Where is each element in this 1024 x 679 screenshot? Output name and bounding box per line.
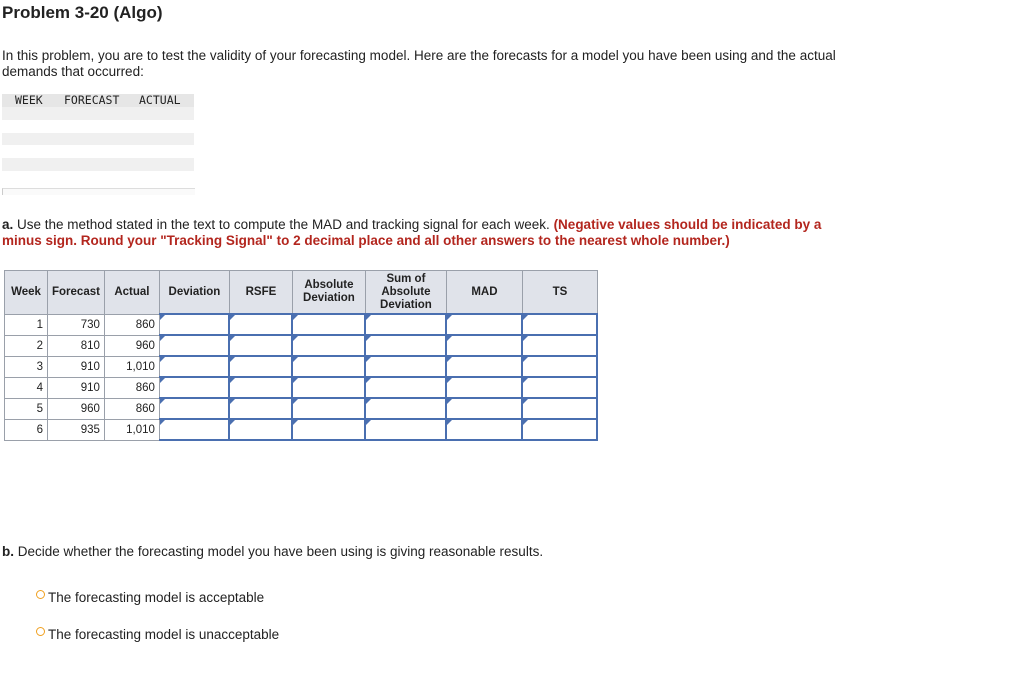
sum-abs-deviation-input[interactable] (366, 421, 445, 439)
cell-actual: 860 (104, 314, 159, 335)
cell-abs-deviation[interactable] (292, 377, 365, 398)
ts-input[interactable] (523, 421, 596, 439)
cell-ts[interactable] (522, 314, 597, 335)
input-flag-icon (160, 336, 165, 341)
input-flag-icon (160, 420, 165, 425)
col-ts-header: TS (522, 271, 597, 315)
cell-abs-deviation[interactable] (292, 398, 365, 419)
cell-ts[interactable] (522, 356, 597, 377)
rsfe-input[interactable] (230, 337, 291, 355)
given-row-shade (2, 107, 194, 120)
sum-abs-deviation-input[interactable] (366, 379, 445, 397)
input-flag-icon (230, 315, 235, 320)
cell-sum-abs-deviation[interactable] (365, 419, 446, 440)
cell-sum-abs-deviation[interactable] (365, 377, 446, 398)
cell-ts[interactable] (522, 419, 597, 440)
cell-week: 1 (5, 314, 48, 335)
given-row-shade (2, 158, 194, 171)
rsfe-input[interactable] (230, 400, 291, 418)
cell-week: 6 (5, 419, 48, 440)
cell-deviation[interactable] (159, 419, 229, 440)
cell-abs-deviation[interactable] (292, 356, 365, 377)
deviation-input[interactable] (160, 316, 229, 334)
input-flag-icon (523, 378, 528, 383)
mad-input[interactable] (447, 400, 521, 418)
rsfe-input[interactable] (230, 421, 291, 439)
part-b-label: b. (2, 544, 14, 559)
option-acceptable[interactable] (36, 590, 264, 605)
cell-rsfe[interactable] (229, 398, 292, 419)
input-flag-icon (523, 357, 528, 362)
abs-deviation-input[interactable] (293, 400, 364, 418)
input-flag-icon (366, 357, 371, 362)
cell-rsfe[interactable] (229, 356, 292, 377)
cell-abs-deviation[interactable] (292, 335, 365, 356)
input-flag-icon (293, 378, 298, 383)
input-flag-icon (447, 336, 452, 341)
cell-actual: 860 (104, 398, 159, 419)
table-row (5, 314, 598, 335)
cell-forecast: 730 (48, 314, 105, 335)
input-flag-icon (366, 315, 371, 320)
ts-input[interactable] (523, 379, 596, 397)
col-actual-header: Actual (104, 271, 159, 315)
deviation-input[interactable] (160, 421, 229, 439)
input-flag-icon (366, 420, 371, 425)
rsfe-input[interactable] (230, 358, 291, 376)
input-flag-icon (230, 336, 235, 341)
part-a-instruction: (Negative values should be indicated by a minus sign. Round your "Tracking Signal" to 2 decimal place and all other answers to the nearest whole number.) (2, 217, 822, 248)
ts-input[interactable] (523, 358, 596, 376)
answer-table-header (5, 271, 598, 315)
sum-abs-deviation-input[interactable] (366, 358, 445, 376)
cell-week: 3 (5, 356, 48, 377)
input-flag-icon (447, 315, 452, 320)
table-row (5, 419, 598, 440)
cell-deviation[interactable] (159, 314, 229, 335)
deviation-input[interactable] (160, 379, 229, 397)
given-table-footer (2, 188, 195, 195)
input-flag-icon (293, 336, 298, 341)
cell-week: 5 (5, 398, 48, 419)
given-col-header: ACTUAL (139, 93, 181, 107)
cell-mad[interactable] (446, 314, 522, 335)
deviation-input[interactable] (160, 400, 229, 418)
option-unacceptable[interactable] (36, 627, 279, 642)
cell-forecast: 810 (48, 335, 105, 356)
input-flag-icon (366, 378, 371, 383)
cell-actual: 860 (104, 377, 159, 398)
col-sum-abs-deviation-header: Sum of Absolute Deviation (365, 271, 446, 315)
cell-sum-abs-deviation[interactable] (365, 314, 446, 335)
sum-abs-deviation-input[interactable] (366, 400, 445, 418)
mad-input[interactable] (447, 358, 521, 376)
col-week-header: Week (5, 271, 48, 315)
input-flag-icon (160, 357, 165, 362)
cell-ts[interactable] (522, 377, 597, 398)
answer-table (4, 270, 598, 441)
input-flag-icon (160, 315, 165, 320)
cell-abs-deviation[interactable] (292, 419, 365, 440)
cell-deviation[interactable] (159, 398, 229, 419)
cell-forecast: 935 (48, 419, 105, 440)
input-flag-icon (230, 378, 235, 383)
table-row (5, 377, 598, 398)
part-b-text: Decide whether the forecasting model you have been using is giving reasonable results. (14, 544, 544, 559)
input-flag-icon (230, 420, 235, 425)
part-a-text: Use the method stated in the text to compute the MAD and tracking signal for each week. (13, 217, 554, 232)
cell-mad[interactable] (446, 356, 522, 377)
ts-input[interactable] (523, 337, 596, 355)
input-flag-icon (293, 420, 298, 425)
abs-deviation-input[interactable] (293, 316, 364, 334)
input-flag-icon (293, 399, 298, 404)
rsfe-input[interactable] (230, 316, 291, 334)
cell-sum-abs-deviation[interactable] (365, 335, 446, 356)
given-col-header: FORECAST (64, 93, 120, 107)
input-flag-icon (366, 336, 371, 341)
cell-ts[interactable] (522, 398, 597, 419)
cell-rsfe[interactable] (229, 419, 292, 440)
col-deviation-header: Deviation (159, 271, 229, 315)
cell-actual: 1,010 (104, 356, 159, 377)
cell-ts[interactable] (522, 335, 597, 356)
deviation-input[interactable] (160, 358, 229, 376)
cell-rsfe[interactable] (229, 335, 292, 356)
cell-deviation[interactable] (159, 335, 229, 356)
cell-mad[interactable] (446, 398, 522, 419)
ts-input[interactable] (523, 400, 596, 418)
option-unacceptable-label: The forecasting model is unacceptable (48, 627, 280, 642)
input-flag-icon (523, 336, 528, 341)
cell-mad[interactable] (446, 335, 522, 356)
cell-rsfe[interactable] (229, 314, 292, 335)
table-row (5, 356, 598, 377)
cell-rsfe[interactable] (229, 377, 292, 398)
mad-input[interactable] (447, 316, 521, 334)
sum-abs-deviation-input[interactable] (366, 337, 445, 355)
table-row (5, 335, 598, 356)
cell-actual: 960 (104, 335, 159, 356)
mad-input[interactable] (447, 337, 521, 355)
input-flag-icon (160, 378, 165, 383)
ts-input[interactable] (523, 316, 596, 334)
abs-deviation-input[interactable] (293, 421, 364, 439)
part-b-question (2, 544, 543, 559)
col-forecast-header: Forecast (48, 271, 105, 315)
rsfe-input[interactable] (230, 379, 291, 397)
col-mad-header: MAD (446, 271, 522, 315)
page-title: Problem 3-20 (Algo) (2, 3, 163, 22)
abs-deviation-input[interactable] (293, 337, 364, 355)
cell-forecast: 910 (48, 377, 105, 398)
input-flag-icon (366, 399, 371, 404)
cell-mad[interactable] (446, 419, 522, 440)
input-flag-icon (447, 399, 452, 404)
deviation-input[interactable] (160, 337, 229, 355)
cell-forecast: 910 (48, 356, 105, 377)
cell-forecast: 960 (48, 398, 105, 419)
part-a-question (2, 217, 842, 249)
input-flag-icon (160, 399, 165, 404)
input-flag-icon (447, 357, 452, 362)
input-flag-icon (523, 315, 528, 320)
cell-week: 4 (5, 377, 48, 398)
input-flag-icon (447, 378, 452, 383)
mad-input[interactable] (447, 379, 521, 397)
col-abs-deviation-header: Absolute Deviation (292, 271, 365, 315)
cell-sum-abs-deviation[interactable] (365, 398, 446, 419)
cell-week: 2 (5, 335, 48, 356)
cell-mad[interactable] (446, 377, 522, 398)
cell-actual: 1,010 (104, 419, 159, 440)
cell-deviation[interactable] (159, 356, 229, 377)
input-flag-icon (293, 357, 298, 362)
table-row (5, 398, 598, 419)
cell-sum-abs-deviation[interactable] (365, 356, 446, 377)
input-flag-icon (523, 399, 528, 404)
cell-deviation[interactable] (159, 377, 229, 398)
input-flag-icon (293, 315, 298, 320)
intro-text: In this problem, you are to test the validity of your forecasting model. Here are the forecasts for a model you have been using and the actual demands that occurred: (2, 48, 836, 79)
abs-deviation-input[interactable] (293, 358, 364, 376)
sum-abs-deviation-input[interactable] (366, 316, 445, 334)
given-row-shade (2, 133, 194, 146)
input-flag-icon (523, 420, 528, 425)
input-flag-icon (447, 420, 452, 425)
input-flag-icon (230, 357, 235, 362)
mad-input[interactable] (447, 421, 521, 439)
radio-icon[interactable] (36, 627, 45, 636)
cell-abs-deviation[interactable] (292, 314, 365, 335)
option-acceptable-label: The forecasting model is acceptable (48, 590, 265, 605)
input-flag-icon (230, 399, 235, 404)
col-rsfe-header: RSFE (229, 271, 292, 315)
part-a-label: a. (2, 217, 14, 232)
abs-deviation-input[interactable] (293, 379, 364, 397)
given-col-header: WEEK (15, 93, 43, 107)
radio-icon[interactable] (36, 590, 45, 599)
